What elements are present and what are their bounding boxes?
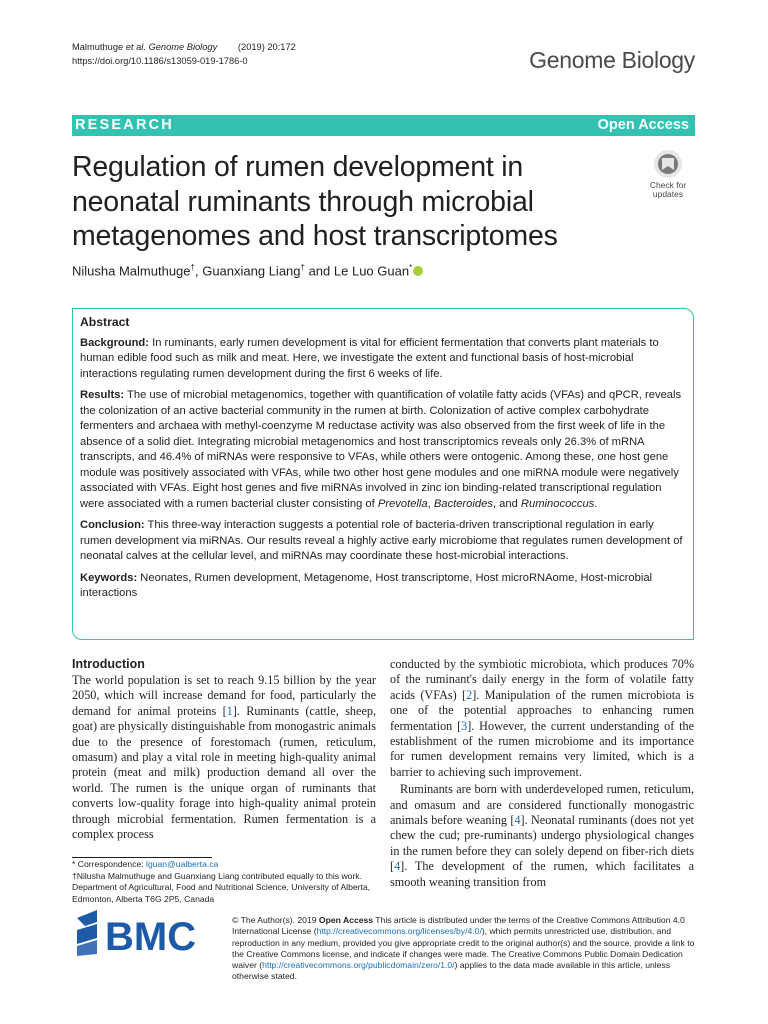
introduction-heading: Introduction (72, 657, 145, 671)
author-3: Le Luo Guan (333, 263, 410, 279)
author-sep-2: and (304, 263, 334, 279)
results-text: The use of microbial metagenomics, together with quantification of volatile fatty acids (VFAs) and qPCR, reveals the colonization of an active bacterial community in the rumen at birth. Colonization of active complex carbohydrate fermenters and archaea with methyl-coenzyme M reductase activity was also observed from the first week of life in the absence of a solid diet. Integrating microbial metagenomics and host transcriptomics reveals only 26.3% of mRNA transcripts, and 46.4% of miRNAs were responsive to VFAs, while others were ontogenic. Among these, one host gene module was positively associated with VFAs, while two other host gene modules and one miRNA module were negatively associated with VFAs. Eight host genes and five miRNAs involved in zinc ion binding-related transcriptional regulation were associated with a rumen bacterial cluster consisting of (80, 389, 682, 510)
ref-link-4[interactable]: 4 (514, 813, 521, 828)
license-link-by[interactable]: http://creativecommons.org/licenses/by/4.0/ (316, 926, 482, 937)
correspondence-label: * Correspondence: (72, 859, 147, 869)
intro-r1-text-b: ]. Manipulation of the rumen microbiota is one of the potential approaches to enhancing rumen fermentation [ (390, 687, 694, 733)
abstract-background (80, 336, 688, 383)
intro-paragraph-1 (72, 673, 376, 842)
author-2: Guanxiang Liang (202, 263, 301, 279)
abstract-keywords (80, 571, 688, 602)
keywords-text: Neonates, Rumen development, Metagenome, Host transcriptome, Host microRNAome, Host-microbial interactions (80, 571, 653, 599)
intro-r2-text-c: ]. The development of the rumen, which facilitates a smooth weaning transition from (390, 859, 694, 889)
abstract-heading: Abstract (80, 315, 130, 329)
citation-header (72, 41, 296, 68)
keywords-label: Keywords: (80, 571, 138, 584)
intro-p1-text-b: ]. Ruminants (cattle, sheep, goat) are physically distinguishable from monogastric animals due to the presence of forestomach (rumen, reticulum, omasum) and play a vital role in meeting high-quality animal protein (meat and milk) production demand all over the world. The rumen is the unique organ of ruminants that converts low-quality forage into high-quality animal protein through microbial fermentation. Rumen fermentation is a complex process (72, 703, 376, 842)
body-column-left (72, 657, 376, 842)
citation-authors: Malmuthuge (72, 42, 124, 52)
abstract-conclusion (80, 518, 688, 565)
genus-ruminococcus: Ruminococcus (520, 497, 595, 510)
genus-sep-2: , and (492, 497, 521, 510)
body-column-right (390, 657, 694, 890)
open-access-label: Open Access (597, 117, 689, 133)
affiliation: Department of Agricultural, Food and Nutritional Science, University of Alberta, Edmonton, Alberta T6G 2P5, Canada (72, 882, 371, 904)
author-3-mark: * (409, 263, 413, 272)
badge-line2: updates (652, 189, 684, 199)
orcid-icon[interactable] (413, 266, 423, 276)
ref-link-2[interactable]: 2 (466, 687, 473, 702)
ref-link-1[interactable]: 1 (226, 703, 233, 718)
background-text: In ruminants, early rumen development is vital for efficient fermentation that converts plant materials to human edible food such as milk and meat. Here, we investigate the extent and functional basis of host-microbial interactions regulating rumen development during the first 6 weeks of life. (80, 336, 659, 380)
citation-journal: et al. Genome Biology (125, 42, 218, 52)
badge-line1: Check for (649, 180, 687, 190)
genus-sep-1: , (427, 497, 434, 510)
bmc-logo (75, 908, 225, 958)
background-label: Background: (80, 336, 149, 349)
abstract-results (80, 388, 688, 512)
license-part-a: © The Author(s). 2019 (232, 915, 319, 925)
citation-year: (2019) 20:172 (237, 42, 296, 52)
bmc-logo-icon (75, 908, 225, 958)
doi-link[interactable]: https://doi.org/10.1186/s13059-019-1786-0 (72, 55, 248, 66)
intro-p1-text-a: The world population is set to reach 9.15 billion by the year 2050, which will increase demand for food, particularly the demand for animal proteins [ (72, 673, 376, 718)
genus-bacteroides: Bacteroides (433, 497, 493, 510)
intro-r2-text-b: ]. Neonatal ruminants (does not yet chew the cud; pre-ruminants) undergo physiological changes in the rumen before they can solely depend on fiber-rich diets [ (390, 813, 694, 874)
license-part-d: ) applies to the data made available in this article, unless otherwise stated. (232, 960, 671, 982)
intro-r1-text-a: conducted by the symbiotic microbiota, which produces 70% of the ruminant's daily energy in the form of volatile fatty acids (VFAs) [ (390, 657, 694, 702)
author-1: Nilusha Malmuthuge (72, 263, 191, 279)
check-updates-icon (640, 146, 696, 202)
license-link-zero[interactable]: http://creativecommons.org/publicdomain/zero/1.0/ (262, 960, 455, 971)
license-part-c: ), which permits unrestricted use, distribution, and reproduction in any medium, provided you give appropriate credit to the original author(s) and the source, provide a link to the Creative Commons license, and indicate if changes were made. The Creative Commons Public Domain Dedication waiver ( (232, 926, 695, 971)
author-1-mark: † (190, 263, 195, 272)
equal-contribution-note: †Nilusha Malmuthuge and Guanxiang Liang contributed equally to this work. (72, 870, 362, 881)
correspondence-email[interactable]: lguan@ualberta.ca (146, 859, 219, 869)
intro-paragraph-1-cont (390, 657, 694, 780)
journal-brand: Genome Biology (529, 47, 695, 73)
section-label: RESEARCH (75, 117, 174, 133)
ref-link-3[interactable]: 3 (461, 718, 468, 733)
license-part-b: This article is distributed under the terms of the Creative Commons Attribution 4.0 International License ( (232, 915, 685, 937)
abstract (80, 315, 688, 608)
ref-link-4b[interactable]: 4 (394, 859, 401, 874)
article-title: Regulation of rumen development in neonatal ruminants through microbial metagenomes and host transcriptomes (72, 151, 558, 252)
results-end: . (594, 497, 598, 510)
author-list (72, 263, 423, 278)
correspondence (72, 859, 382, 871)
check-for-updates-badge[interactable] (640, 146, 696, 202)
results-label: Results: (80, 389, 125, 401)
genus-prevotella: Prevotella (377, 497, 428, 510)
section-banner (72, 115, 695, 136)
intro-r1-text-c: ]. However, the current understanding of the establishment of the rumen microbiome and its importance for rumen development remains very limited, which is a barrier to achieving such improvement. (390, 718, 694, 779)
author-sep-1: , (194, 263, 203, 279)
footnotes (72, 859, 382, 905)
author-2-mark: † (300, 263, 305, 272)
intro-paragraph-2 (390, 782, 694, 890)
license-text (232, 915, 696, 983)
bmc-wordmark: BMC (105, 915, 197, 958)
intro-r2-text-a: Ruminants are born with underdeveloped rumen, reticulum, and omasum and are considered functionally monogastric animals before weaning [ (390, 782, 694, 828)
conclusion-label: Conclusion: (80, 519, 145, 531)
conclusion-text: This three-way interaction suggests a potential role of bacteria-driven transcriptional regulation in early rumen development via miRNAs. Our results reveal a highly active early microbiome that regulates rumen development of neonatal calves at the cellular level, and miRNAs may coordinate these host-microbial interactions. (80, 519, 683, 562)
footnote-rule (72, 857, 212, 858)
license-open-access: Open Access (318, 915, 374, 925)
